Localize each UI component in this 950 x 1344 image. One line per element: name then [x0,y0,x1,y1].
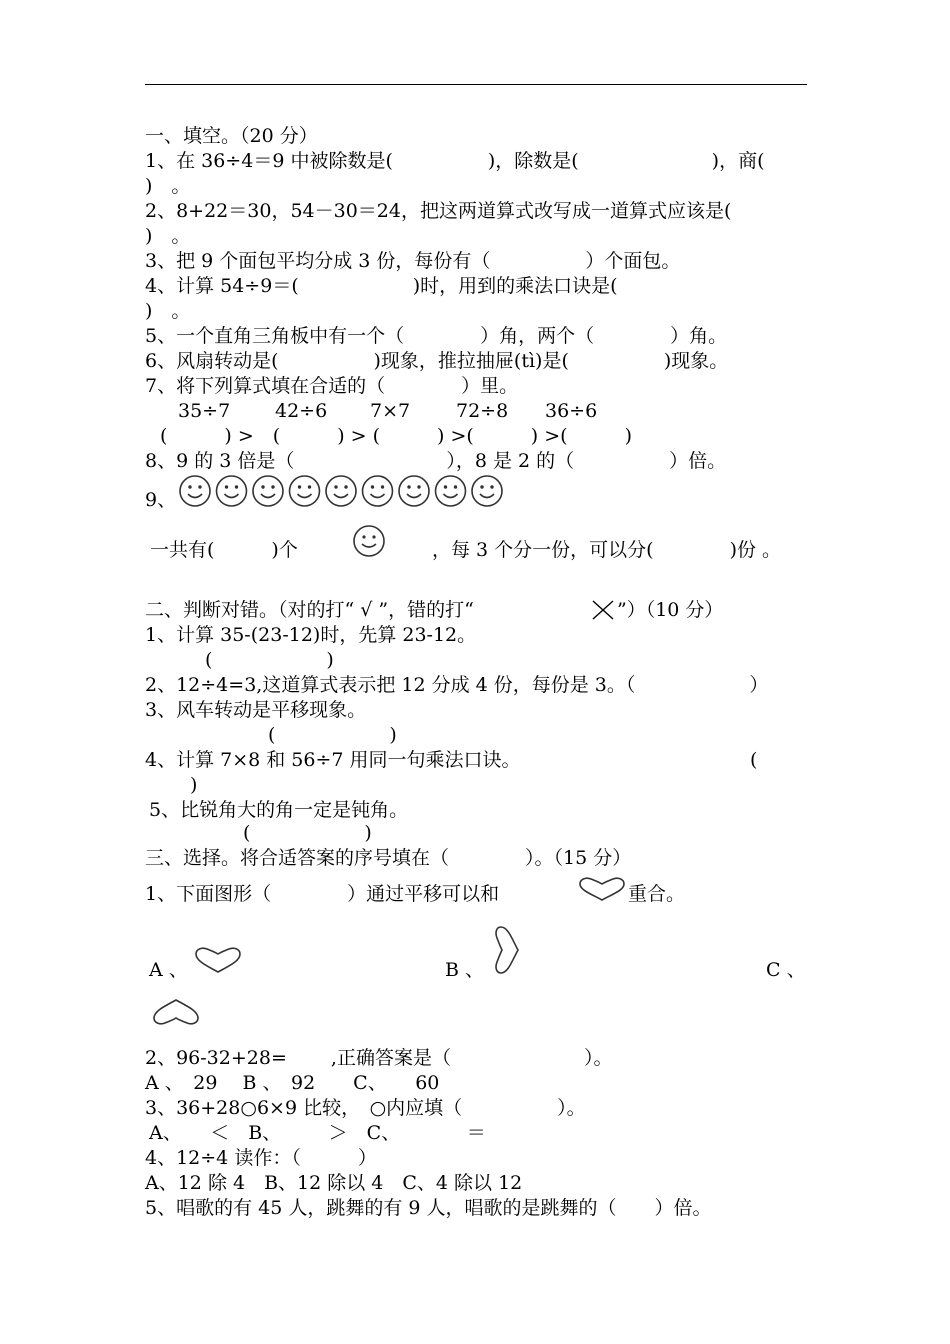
ordering-blanks: ( ) > ( ) > ( ) >( ) >( ) [160,425,633,447]
heart-shape-a-icon [193,946,243,974]
answer-paren-2-4-open: ( [750,749,758,771]
question-1-6: 6、风扇转动是( )现象，推拉抽屉(tì)是( )现象。 [145,350,729,372]
expression-1: 35÷7 [178,400,231,422]
question-2-2: 2、12÷4=3,这道算式表示把 12 分成 4 份，每份是 3。（ ） [145,674,769,696]
header-rule [145,84,807,85]
question-3-3: 3、36+28○6×9 比较， ○内应填（ ）。 [145,1097,586,1119]
answer-paren-2-5: ( ) [243,822,372,844]
smiley-face-icon [436,476,466,506]
answer-paren-2-1: ( ) [205,649,334,671]
question-2-3: 3、风车转动是平移现象。 [145,699,367,721]
answer-paren-2-3: ( ) [268,724,397,746]
question-2-1: 1、计算 35-(23-12)时，先算 23-12。 [145,624,477,646]
smiley-row [178,474,518,510]
question-3-1-end: 重合。 [628,883,686,905]
question-3-2: 2、96-32+28= ,正确答案是（ ）。 [145,1047,613,1069]
option-a-label: A 、 [149,959,188,981]
heart-shape-c-icon [151,998,201,1026]
cross-mark-icon [590,598,616,622]
question-3-2-options: A 、 29 B 、 92 C、 60 [145,1072,440,1094]
question-1-2-end: ) 。 [145,225,191,247]
expression-5: 36÷6 [545,400,598,422]
question-1-5: 5、一个直角三角板中有一个（ ）角，两个（ ）角。 [145,325,728,347]
question-1-1: 1、在 36÷4＝9 中被除数是( )，除数是( )，商( [145,150,765,172]
question-1-3: 3、把 9 个面包平均分成 3 份，每份有（ ）个面包。 [145,250,681,272]
smiley-face-icon [253,476,283,506]
smiley-face-icon [290,476,320,506]
heart-shape-b-icon [494,924,520,976]
option-c-label: C 、 [766,959,806,981]
smiley-face-icon [326,476,356,506]
question-3-4: 4、12÷4 读作：（ ） [145,1147,377,1169]
question-1-9-text-b: ，每 3 个分一份，可以分( )份 。 [432,539,782,561]
smiley-face-icon [399,476,429,506]
section2-title-b: ”）（10 分） [617,599,724,621]
question-1-1-end: ) 。 [145,175,191,197]
expression-4: 72÷8 [456,400,509,422]
question-1-7: 7、将下列算式填在合适的（ ）里。 [145,375,519,397]
heart-outline-icon [577,876,627,902]
question-2-4: 4、计算 7×8 和 56÷7 用同一句乘法口诀。 [145,749,521,771]
section1-title: 一、填空。（20 分） [145,125,318,147]
smiley-face-icon [363,476,393,506]
question-1-4-end: ) 。 [145,300,191,322]
question-3-1: 1、下面图形（ ）通过平移可以和 [145,883,500,905]
section2-title-a: 二、判断对错。（对的打“ √ ”，错的打“ [145,599,474,621]
question-2-5: 5、比锐角大的角一定是钝角。 [149,799,409,821]
expression-2: 42÷6 [275,400,328,422]
question-1-2: 2、8+22＝30，54－30＝24，把这两道算式改写成一道算式应该是( [145,200,732,222]
question-3-3-options: A、 ＜ B、 ＞ C、 ＝ [149,1122,486,1144]
smiley-face-icon [217,476,247,506]
smiley-face-icon [180,476,210,506]
question-3-4-options: A、12 除 4 B、12 除以 4 C、4 除以 12 [145,1172,523,1194]
option-b-label: B 、 [445,959,485,981]
question-1-4: 4、计算 54÷9＝( )时，用到的乘法口诀是( [145,275,618,297]
smiley-face-icon [472,476,502,506]
answer-paren-2-4-close: ) [190,774,198,796]
question-1-9-text-a: 一共有( )个 [150,539,298,561]
section3-title: 三、选择。将合适答案的序号填在（ ）。（15 分） [145,847,632,869]
question-1-8: 8、9 的 3 倍是（ ），8 是 2 的（ ）倍。 [145,450,727,472]
expression-3: 7×7 [370,400,411,422]
question-3-5: 5、唱歌的有 45 人，跳舞的有 9 人，唱歌的是跳舞的（ ）倍。 [145,1197,712,1219]
smiley-icon [352,524,386,558]
question-1-9-number: 9、 [145,489,177,511]
